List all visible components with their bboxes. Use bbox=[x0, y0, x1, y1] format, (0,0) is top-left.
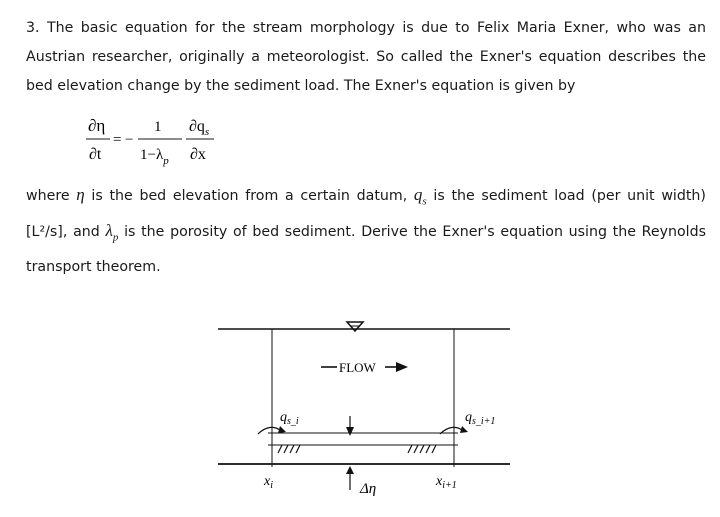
eq-rhs-denominator: ∂x bbox=[190, 146, 206, 163]
x-right-label: $x_{i+1}$ bbox=[436, 474, 457, 491]
control-volume-diagram bbox=[200, 312, 530, 512]
flow-arrow-icon bbox=[396, 362, 408, 372]
q-description: is the sediment load (per unit width) [L²/s], bbox=[26, 188, 706, 241]
body-where: where bbox=[26, 188, 70, 204]
q-symbol: $q_s$ bbox=[413, 185, 427, 208]
eq-lhs-numerator: ∂η bbox=[88, 116, 106, 135]
body-and: and bbox=[73, 224, 100, 241]
lambda-description: is the porosity of bed sediment. Derive the Exner's equation using the Reynolds transport theorem. bbox=[26, 224, 707, 275]
q-right-flux-arrow-icon bbox=[460, 426, 468, 433]
bed-down-arrow-icon bbox=[346, 427, 354, 436]
flow-label: FLOW bbox=[339, 360, 376, 375]
bed-hatching-right bbox=[408, 445, 436, 453]
q-left-flux-arrow-icon bbox=[278, 426, 286, 433]
eq-coef-numerator: 1 bbox=[154, 119, 162, 135]
delta-eta-up-arrow-icon bbox=[346, 466, 354, 474]
eq-equals: = bbox=[113, 132, 122, 148]
q-left-label: $q_{s\_i}$ bbox=[280, 410, 299, 427]
eq-rhs-numerator: $\partial q_s$ bbox=[189, 118, 210, 138]
eq-lhs-denominator: ∂t bbox=[89, 146, 102, 163]
exner-equation bbox=[86, 114, 226, 168]
eta-symbol: η bbox=[76, 185, 85, 204]
x-left-label: $x_i$ bbox=[264, 474, 273, 491]
delta-eta-label: Δη bbox=[360, 481, 377, 497]
bed-hatching-left bbox=[278, 445, 300, 453]
eq-coef-denominator: $1-\lambda_p$ bbox=[140, 147, 169, 167]
lambda-symbol: $\lambda_p$ bbox=[105, 221, 119, 244]
eta-description: is the bed elevation from a certain datum, bbox=[91, 188, 408, 204]
q-right-label: $q_{s\_i+1}$ bbox=[465, 410, 496, 427]
problem-intro: 3. The basic equation for the stream morphology is due to Felix Maria Exner, who was an Austrian researcher, originally a meteorologist. So called the Exner's equation describes the bed elevation change by the sediment load. The Exner's equation is given by bbox=[26, 20, 706, 94]
problem-body bbox=[26, 180, 706, 282]
eq-minus: − bbox=[125, 132, 134, 148]
